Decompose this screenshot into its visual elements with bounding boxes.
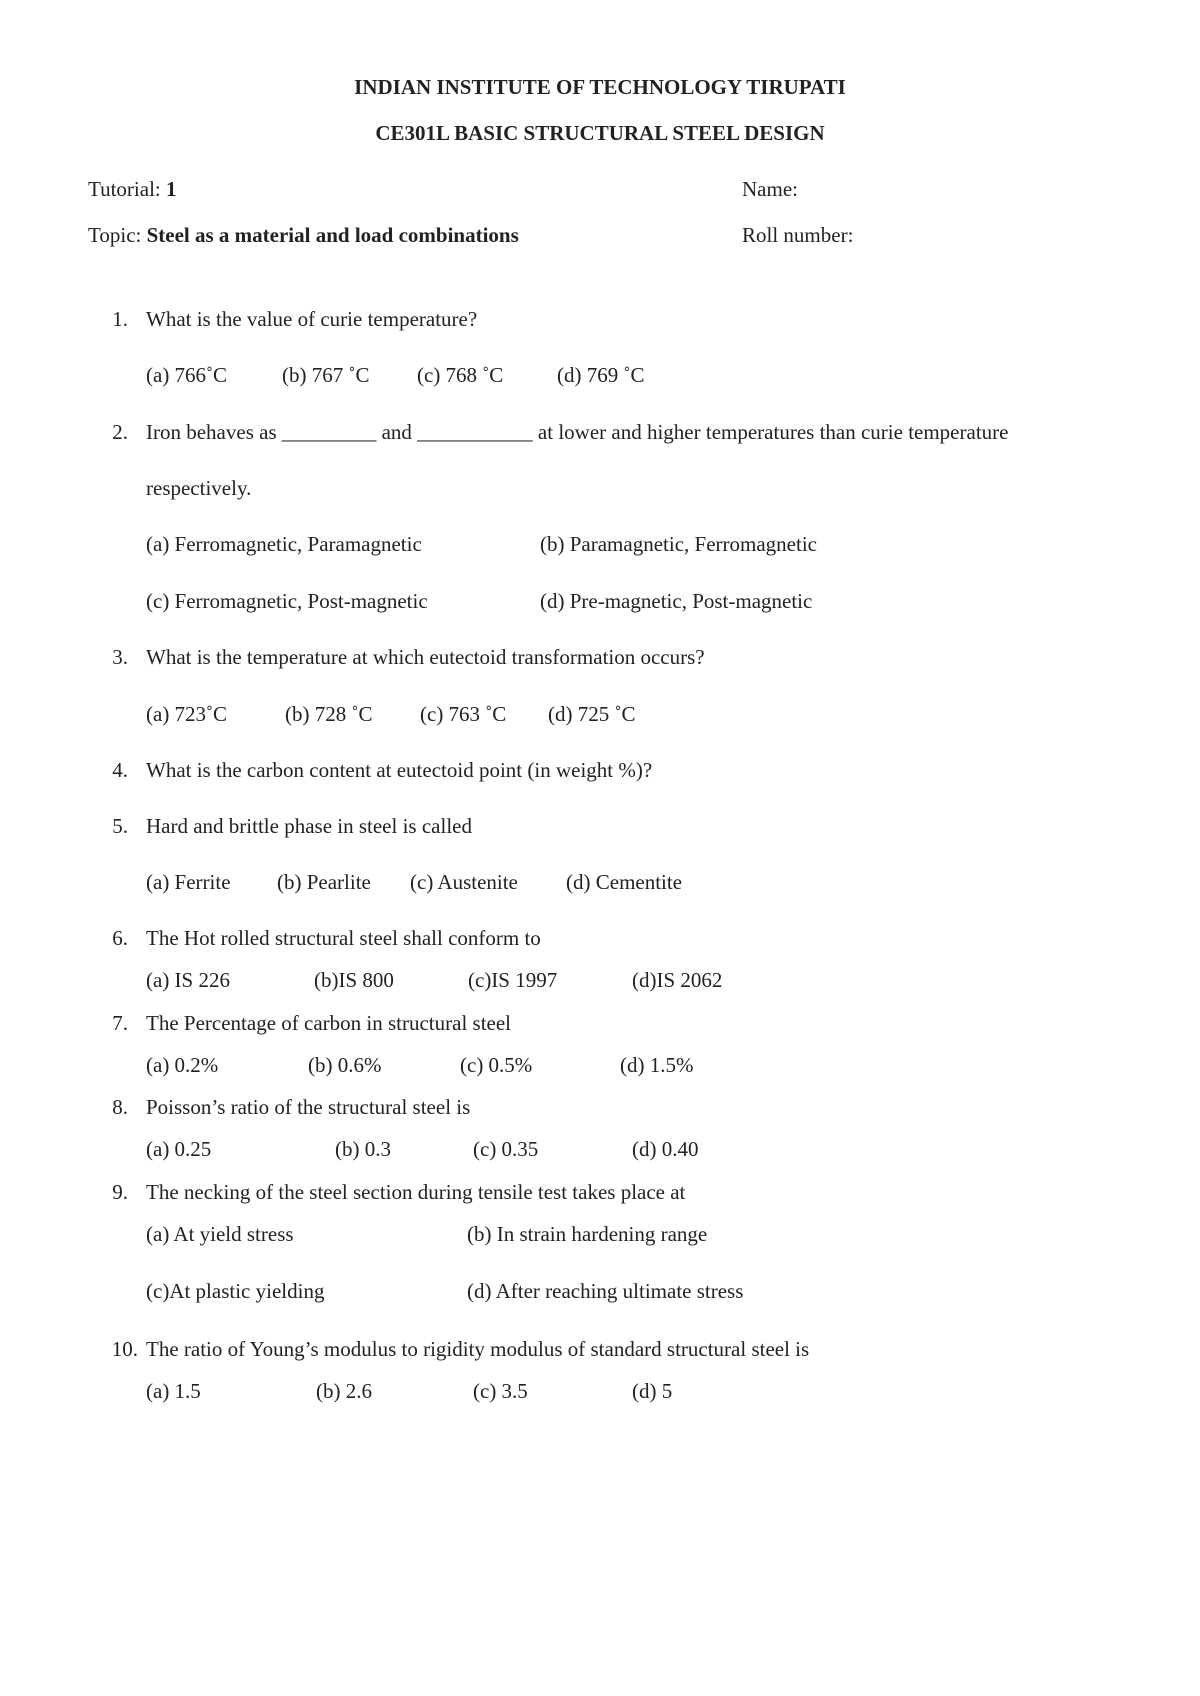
option-c: (c) 0.5% [460, 1053, 533, 1077]
option-b: (b) 767 ˚C [282, 363, 370, 387]
question-number: 3. [112, 645, 128, 669]
question-number: 9. [112, 1180, 128, 1204]
question-text-continued: respectively. [146, 476, 252, 500]
option-d: (d)IS 2062 [632, 968, 723, 992]
option-c: (c)IS 1997 [468, 968, 558, 992]
option-a: (a) IS 226 [146, 968, 230, 992]
option-b: (b)IS 800 [314, 968, 394, 992]
question-number: 1. [112, 307, 128, 331]
topic-label: Topic: [88, 223, 142, 247]
option-d: (d) 5 [632, 1379, 673, 1403]
name-label: Name: [742, 177, 798, 201]
question-text: What is the carbon content at eutectoid point (in weight %)? [146, 758, 653, 782]
option-c: (c) Austenite [410, 870, 518, 894]
option-b: (b) 0.6% [308, 1053, 382, 1077]
option-d: (d) 725 ˚C [548, 702, 636, 726]
option-c: (c) 3.5 [473, 1379, 528, 1403]
question-text: The Percentage of carbon in structural steel [146, 1011, 512, 1035]
roll-number-label: Roll number: [742, 223, 854, 247]
option-a: (a) 1.5 [146, 1379, 201, 1403]
option-c: (c) 768 ˚C [417, 363, 504, 387]
course-title: CE301L BASIC STRUCTURAL STEEL DESIGN [375, 121, 825, 145]
tutorial-number: 1 [166, 177, 177, 201]
option-b: (b) Paramagnetic, Ferromagnetic [540, 532, 817, 556]
question-number: 10. [111, 1337, 138, 1361]
question-number: 8. [112, 1095, 128, 1119]
option-a: (a) 0.25 [146, 1137, 212, 1161]
option-a: (a) 0.2% [146, 1053, 219, 1077]
option-b: (b) 2.6 [316, 1379, 372, 1403]
question-number: 5. [112, 814, 128, 838]
question-text: The ratio of Young’s modulus to rigidity modulus of standard structural steel is [146, 1337, 810, 1361]
option-c: (c) 0.35 [473, 1137, 539, 1161]
option-a: (a) 723˚C [146, 702, 228, 726]
option-d: (d) After reaching ultimate stress [467, 1279, 744, 1303]
option-a: (a) Ferromagnetic, Paramagnetic [146, 532, 422, 556]
option-d: (d) 1.5% [620, 1053, 694, 1077]
option-d: (d) 0.40 [632, 1137, 699, 1161]
tutorial-line [88, 176, 177, 202]
topic-title: Steel as a material and load combinations [146, 223, 519, 247]
question-text: What is the value of curie temperature? [146, 307, 478, 331]
question-number: 6. [112, 926, 128, 950]
option-b: (b) 728 ˚C [285, 702, 373, 726]
option-c: (c)At plastic yielding [146, 1279, 325, 1303]
question-number: 7. [112, 1011, 128, 1035]
question-number: 4. [112, 758, 128, 782]
option-d: (d) Pre-magnetic, Post-magnetic [540, 589, 813, 613]
question-text: The necking of the steel section during tensile test takes place at [146, 1180, 686, 1204]
option-a: (a) Ferrite [146, 870, 231, 894]
question-text: Hard and brittle phase in steel is called [146, 814, 472, 838]
option-c: (c) 763 ˚C [420, 702, 507, 726]
question-text: The Hot rolled structural steel shall conform to [146, 926, 541, 950]
option-a: (a) 766˚C [146, 363, 228, 387]
option-b: (b) In strain hardening range [467, 1222, 708, 1246]
question-text: Iron behaves as _________ and ___________ at lower and higher temperatures than curie temperature [146, 420, 1009, 444]
question-text: Poisson’s ratio of the structural steel is [146, 1095, 471, 1119]
option-b: (b) Pearlite [277, 870, 371, 894]
option-d: (d) 769 ˚C [557, 363, 645, 387]
option-d: (d) Cementite [566, 870, 683, 894]
question-number: 2. [112, 420, 128, 444]
option-c: (c) Ferromagnetic, Post-magnetic [146, 589, 428, 613]
topic-line [88, 222, 519, 248]
option-b: (b) 0.3 [335, 1137, 391, 1161]
tutorial-label: Tutorial: [88, 177, 161, 201]
institute-title: INDIAN INSTITUTE OF TECHNOLOGY TIRUPATI [354, 75, 846, 99]
question-text: What is the temperature at which eutectoid transformation occurs? [146, 645, 705, 669]
option-a: (a) At yield stress [146, 1222, 294, 1246]
